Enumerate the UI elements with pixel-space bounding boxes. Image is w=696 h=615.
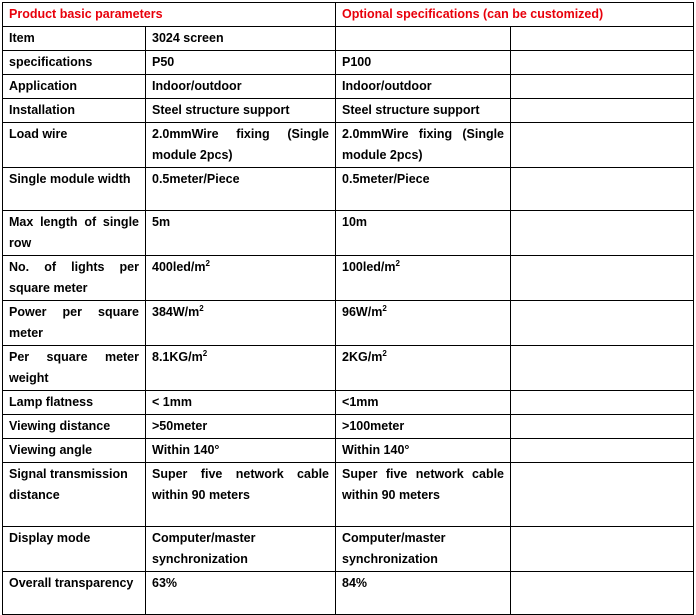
row-label: Display mode bbox=[3, 527, 146, 572]
p100-value: Super five network cable within 90 meters bbox=[336, 463, 511, 527]
p50-value: Steel structure support bbox=[146, 99, 336, 123]
table-row bbox=[3, 301, 694, 346]
p100-value: Within 140° bbox=[336, 439, 511, 463]
empty-cell bbox=[511, 51, 694, 75]
table-row bbox=[3, 439, 694, 463]
table-row bbox=[3, 211, 694, 256]
empty-cell bbox=[511, 75, 694, 99]
row-label: Load wire bbox=[3, 123, 146, 168]
table-row bbox=[3, 99, 694, 123]
value-text: 400led/m bbox=[152, 260, 206, 274]
empty-cell bbox=[511, 256, 694, 301]
table-row bbox=[3, 527, 694, 572]
p50-value: Indoor/outdoor bbox=[146, 75, 336, 99]
p50-value bbox=[146, 301, 336, 346]
p100-value: >100meter bbox=[336, 415, 511, 439]
row-label: Application bbox=[3, 75, 146, 99]
empty-cell bbox=[511, 27, 694, 51]
unit-exponent: 2 bbox=[199, 304, 204, 313]
p50-value: Computer/master synchronization bbox=[146, 527, 336, 572]
row-label: No. of lights per square meter bbox=[3, 256, 146, 301]
p100-value: 10m bbox=[336, 211, 511, 256]
row-label: Item bbox=[3, 27, 146, 51]
unit-exponent: 2 bbox=[395, 259, 400, 268]
row-label: Max length of single row bbox=[3, 211, 146, 256]
empty-cell bbox=[511, 463, 694, 527]
header-basic-parameters: Product basic parameters bbox=[3, 3, 336, 27]
row-label: Power per square meter bbox=[3, 301, 146, 346]
empty-cell bbox=[511, 301, 694, 346]
header-optional-specifications: Optional specifications (can be customized) bbox=[336, 3, 694, 27]
p100-value: Indoor/outdoor bbox=[336, 75, 511, 99]
unit-exponent: 2 bbox=[205, 259, 210, 268]
empty-cell bbox=[511, 123, 694, 168]
row-label: Installation bbox=[3, 99, 146, 123]
p50-value: 0.5meter/Piece bbox=[146, 168, 336, 211]
empty-cell bbox=[511, 415, 694, 439]
p100-value bbox=[336, 27, 511, 51]
table-row bbox=[3, 123, 694, 168]
value-text: 384W/m bbox=[152, 305, 200, 319]
p50-value: 63% bbox=[146, 572, 336, 615]
empty-cell bbox=[511, 168, 694, 211]
table-row bbox=[3, 463, 694, 527]
row-label: Viewing angle bbox=[3, 439, 146, 463]
empty-cell bbox=[511, 211, 694, 256]
p50-value bbox=[146, 346, 336, 391]
row-label: Signal transmission distance bbox=[3, 463, 146, 527]
p50-value bbox=[146, 256, 336, 301]
unit-exponent: 2 bbox=[202, 349, 208, 358]
empty-cell bbox=[511, 346, 694, 391]
table-row bbox=[3, 346, 694, 391]
empty-cell bbox=[511, 391, 694, 415]
p50-value: 5m bbox=[146, 211, 336, 256]
value-text: 2KG/m bbox=[342, 350, 383, 364]
empty-cell bbox=[511, 572, 694, 615]
row-label: Per square meter weight bbox=[3, 346, 146, 391]
table-row bbox=[3, 27, 694, 51]
p50-value: Within 140° bbox=[146, 439, 336, 463]
p100-value: 2.0mmWire fixing (Single module 2pcs) bbox=[336, 123, 511, 168]
p50-value: 2.0mmWire fixing (Single module 2pcs) bbox=[146, 123, 336, 168]
unit-exponent: 2 bbox=[382, 349, 387, 358]
table-header-row bbox=[3, 3, 694, 27]
p100-value bbox=[336, 346, 511, 391]
p100-value: <1mm bbox=[336, 391, 511, 415]
empty-cell bbox=[511, 527, 694, 572]
row-label: Single module width bbox=[3, 168, 146, 211]
p50-value: < 1mm bbox=[146, 391, 336, 415]
p50-value: Super five network cable within 90 meters bbox=[146, 463, 336, 527]
empty-cell bbox=[511, 99, 694, 123]
table-row bbox=[3, 51, 694, 75]
row-label: Lamp flatness bbox=[3, 391, 146, 415]
row-label: specifications bbox=[3, 51, 146, 75]
empty-cell bbox=[511, 439, 694, 463]
p50-value: >50meter bbox=[146, 415, 336, 439]
p100-value bbox=[336, 256, 511, 301]
value-text: 8.1KG/m bbox=[152, 350, 203, 364]
table-row bbox=[3, 256, 694, 301]
table-row bbox=[3, 415, 694, 439]
p100-value: P100 bbox=[336, 51, 511, 75]
table-row bbox=[3, 168, 694, 211]
p100-value: Steel structure support bbox=[336, 99, 511, 123]
row-label: Viewing distance bbox=[3, 415, 146, 439]
p50-value: P50 bbox=[146, 51, 336, 75]
value-text: 96W/m bbox=[342, 305, 383, 319]
table-row bbox=[3, 572, 694, 615]
p100-value bbox=[336, 301, 511, 346]
parameters-table bbox=[2, 2, 694, 615]
value-text: 100led/m bbox=[342, 260, 396, 274]
p100-value: Computer/master synchronization bbox=[336, 527, 511, 572]
p100-value: 0.5meter/Piece bbox=[336, 168, 511, 211]
row-label: Overall transparency bbox=[3, 572, 146, 615]
p100-value: 84% bbox=[336, 572, 511, 615]
table-row bbox=[3, 75, 694, 99]
p50-value: 3024 screen bbox=[146, 27, 336, 51]
unit-exponent: 2 bbox=[382, 304, 387, 313]
table-row bbox=[3, 391, 694, 415]
